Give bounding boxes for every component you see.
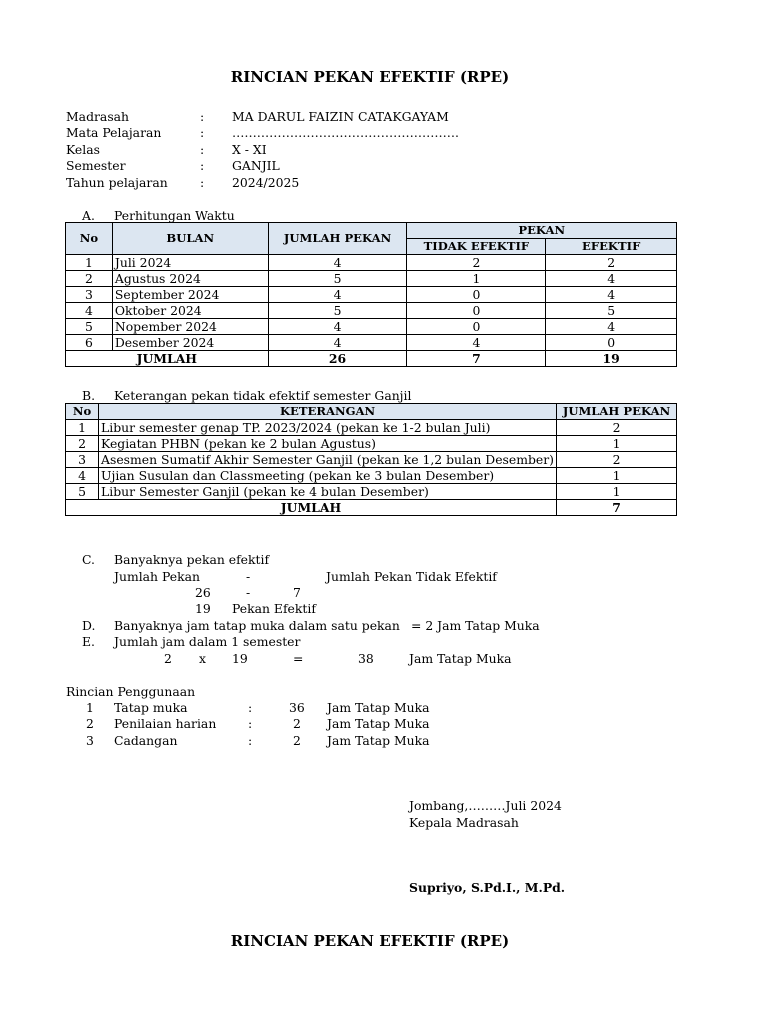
cell-efektif: 4	[546, 319, 677, 335]
cell-jumlah: 4	[268, 287, 407, 303]
num-total: 26	[195, 585, 211, 600]
info-label-mapel: Mata Pelajaran	[66, 125, 162, 140]
rincian-colon: :	[248, 700, 253, 715]
info-value-tahun: 2024/2025	[232, 175, 300, 190]
cell-tidak-efektif: 1	[407, 271, 546, 287]
rincian-unit: Jam Tatap Muka	[327, 733, 430, 748]
th-efektif: EFEKTIF	[546, 239, 677, 255]
info-colon: :	[200, 142, 205, 157]
cell-no: 4	[66, 303, 113, 319]
cell-tidak-efektif: 0	[407, 319, 546, 335]
section-a-title: Perhitungan Waktu	[114, 208, 235, 223]
section-e-text: Jumlah jam dalam 1 semester	[114, 634, 301, 649]
cell-no: 5	[66, 484, 99, 500]
signature-place-date: Jombang,………Juli 2024	[409, 798, 562, 813]
cell-no: 3	[66, 287, 113, 303]
th-no: No	[66, 404, 99, 420]
section-b-letter: B.	[82, 388, 96, 403]
table-row	[66, 452, 677, 468]
info-label-tahun: Tahun pelajaran	[66, 175, 168, 190]
cell-total-efektif: 19	[546, 351, 677, 367]
cell-efektif: 4	[546, 271, 677, 287]
cell-jumlah: 1	[557, 484, 677, 500]
th-no: No	[66, 223, 113, 255]
cell-no: 6	[66, 335, 113, 351]
section-b-title: Keterangan pekan tidak efektif semester Ganjil	[114, 388, 412, 403]
cell-efektif: 4	[546, 287, 677, 303]
page-title: RINCIAN PEKAN EFEKTIF (RPE)	[230, 68, 510, 86]
cell-total-tidak-efektif: 7	[407, 351, 546, 367]
section-e-letter: E.	[82, 634, 95, 649]
cell-tidak-efektif: 0	[407, 287, 546, 303]
calc-times: x	[199, 651, 206, 666]
info-value-semester: GANJIL	[232, 158, 280, 173]
cell-bulan: Oktober 2024	[112, 303, 268, 319]
footer-title: RINCIAN PEKAN EFEKTIF (RPE)	[230, 932, 510, 950]
cell-no: 3	[66, 452, 99, 468]
rincian-no: 1	[86, 700, 94, 715]
cell-jumlah: 2	[557, 452, 677, 468]
section-d-value: = 2 Jam Tatap Muka	[411, 618, 540, 633]
cell-bulan: Juli 2024	[112, 255, 268, 271]
th-jumlah-pekan: JUMLAH PEKAN	[557, 404, 677, 420]
cell-tidak-efektif: 2	[407, 255, 546, 271]
table-row	[66, 436, 677, 452]
section-a-letter: A.	[82, 208, 95, 223]
rincian-value: 2	[293, 733, 301, 748]
info-label-semester: Semester	[66, 158, 126, 173]
rincian-label: Penilaian harian	[114, 716, 217, 731]
calc-unit: Jam Tatap Muka	[409, 651, 512, 666]
num-tidak-efektif: 7	[293, 585, 301, 600]
info-value-madrasah: MA DARUL FAIZIN CATAKGAYAM	[232, 109, 449, 124]
table-row	[66, 271, 677, 287]
cell-jumlah: 4	[268, 335, 407, 351]
rincian-unit: Jam Tatap Muka	[327, 716, 430, 731]
table-row	[66, 335, 677, 351]
cell-tidak-efektif: 4	[407, 335, 546, 351]
rincian-label: Tatap muka	[114, 700, 188, 715]
cell-jumlah: 4	[268, 255, 407, 271]
signature-name: Supriyo, S.Pd.I., M.Pd.	[409, 880, 566, 895]
result-efektif: 19	[195, 601, 211, 616]
table-row	[66, 303, 677, 319]
section-c-title: Banyaknya pekan efektif	[114, 552, 270, 567]
section-d-text: Banyaknya jam tatap muka dalam satu pekan	[114, 618, 400, 633]
cell-jumlah: 2	[557, 420, 677, 436]
cell-jumlah: 1	[557, 468, 677, 484]
table-row	[66, 468, 677, 484]
cell-keterangan: Asesmen Sumatif Akhir Semester Ganjil (pekan ke 1,2 bulan Desember)	[99, 452, 557, 468]
cell-efektif: 0	[546, 335, 677, 351]
table-keterangan	[65, 403, 677, 516]
cell-no: 1	[66, 255, 113, 271]
cell-jumlah: 5	[268, 271, 407, 287]
info-colon: :	[200, 175, 205, 190]
calc-result: 38	[358, 651, 374, 666]
table-row	[66, 319, 677, 335]
rincian-colon: :	[248, 716, 253, 731]
info-value-mapel: ……………………………………………….	[232, 125, 459, 140]
th-bulan: BULAN	[112, 223, 268, 255]
section-c-letter: C.	[82, 552, 95, 567]
th-pekan: PEKAN	[407, 223, 677, 239]
calc-b: 19	[232, 651, 248, 666]
cell-keterangan: Ujian Susulan dan Classmeeting (pekan ke 3 bulan Desember)	[99, 468, 557, 484]
calc-equals: =	[293, 651, 304, 666]
table-row	[66, 420, 677, 436]
minus-sign: -	[246, 585, 251, 600]
cell-total-jumlah: 7	[557, 500, 677, 516]
cell-bulan: September 2024	[112, 287, 268, 303]
cell-bulan: Desember 2024	[112, 335, 268, 351]
cell-total-label: JUMLAH	[66, 351, 269, 367]
cell-efektif: 5	[546, 303, 677, 319]
rincian-colon: :	[248, 733, 253, 748]
cell-bulan: Nopember 2024	[112, 319, 268, 335]
th-jumlah-pekan: JUMLAH PEKAN	[268, 223, 407, 255]
rincian-value: 36	[289, 700, 305, 715]
cell-total-label: JUMLAH	[66, 500, 557, 516]
cell-jumlah: 1	[557, 436, 677, 452]
table-row	[66, 484, 677, 500]
cell-efektif: 2	[546, 255, 677, 271]
info-colon: :	[200, 158, 205, 173]
cell-bulan: Agustus 2024	[112, 271, 268, 287]
cell-tidak-efektif: 0	[407, 303, 546, 319]
table-row	[66, 255, 677, 271]
info-colon: :	[200, 109, 205, 124]
table-perhitungan-waktu	[65, 222, 677, 367]
cell-total-jumlah: 26	[268, 351, 407, 367]
table-row	[66, 287, 677, 303]
info-label-madrasah: Madrasah	[66, 109, 130, 124]
cell-no: 2	[66, 271, 113, 287]
table-total-row	[66, 351, 677, 367]
minus-sign: -	[246, 569, 251, 584]
cell-jumlah: 4	[268, 319, 407, 335]
jumlah-pekan-label: Jumlah Pekan	[114, 569, 200, 584]
cell-no: 2	[66, 436, 99, 452]
info-value-kelas: X - XI	[232, 142, 267, 157]
tidak-efektif-label: Jumlah Pekan Tidak Efektif	[326, 569, 497, 584]
calc-a: 2	[164, 651, 172, 666]
rincian-title: Rincian Penggunaan	[66, 684, 196, 699]
rincian-label: Cadangan	[114, 733, 178, 748]
table-total-row	[66, 500, 677, 516]
rincian-no: 3	[86, 733, 94, 748]
cell-no: 4	[66, 468, 99, 484]
th-tidak-efektif: TIDAK EFEKTIF	[407, 239, 546, 255]
rincian-unit: Jam Tatap Muka	[327, 700, 430, 715]
cell-keterangan: Libur semester genap TP. 2023/2024 (pekan ke 1-2 bulan Juli)	[99, 420, 557, 436]
section-d-letter: D.	[82, 618, 96, 633]
cell-jumlah: 5	[268, 303, 407, 319]
rincian-value: 2	[293, 716, 301, 731]
signature-role: Kepala Madrasah	[409, 815, 519, 830]
th-keterangan: KETERANGAN	[99, 404, 557, 420]
info-colon: :	[200, 125, 205, 140]
cell-keterangan: Kegiatan PHBN (pekan ke 2 bulan Agustus)	[99, 436, 557, 452]
rincian-no: 2	[86, 716, 94, 731]
cell-no: 5	[66, 319, 113, 335]
info-label-kelas: Kelas	[66, 142, 100, 157]
result-efektif-label: Pekan Efektif	[232, 601, 316, 616]
cell-no: 1	[66, 420, 99, 436]
cell-keterangan: Libur Semester Ganjil (pekan ke 4 bulan Desember)	[99, 484, 557, 500]
